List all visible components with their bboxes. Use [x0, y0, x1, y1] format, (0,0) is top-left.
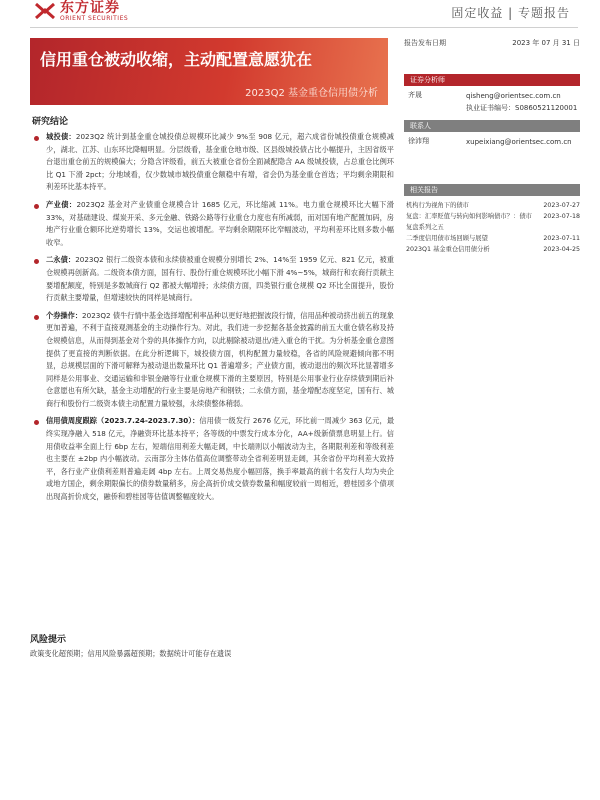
related-report-item[interactable] — [404, 200, 580, 211]
bullet-heading: 二永债： — [46, 255, 76, 265]
bullet-dot-icon — [34, 136, 39, 141]
bullet-dot-icon — [34, 420, 39, 425]
analyst-email[interactable]: qisheng@orientsec.com.cn — [466, 92, 561, 100]
bullet-heading: 产业债： — [46, 199, 77, 209]
report-title: 信用重仓被动收缩，主动配置意愿犹在 — [40, 50, 313, 69]
bullet-text: 2023Q2 银行二级资本债和永续债被重仓规模分别增长 2%、14%至 1959 亿元、821 亿元，被重仓规模再创新高。二级资本债方面，国有行、股份行重仓规模环比小幅下滑 4%~5%，城商行和农商行贡献主要增配额度，特别是多数城商行 Q2 都被大幅增持；永续债方面，四类银行重仓规模 Q2 环比全面提升，股份行贡献主要增量，但增速较快的同样是城商行。 — [46, 255, 394, 303]
related-report-title: 2023Q1 基金重仓信用债分析 — [406, 246, 490, 253]
contacts-header: 联系人 — [404, 120, 580, 132]
bullet-dot-icon — [34, 259, 39, 264]
contact-name: 徐沛翔 — [408, 137, 429, 145]
bullet-heading: 城投债： — [46, 132, 76, 141]
header-divider — [30, 27, 578, 28]
related-report-title: 复盘：汇率贬值与转向如何影响债市？：债市复盘系列之五 — [406, 213, 532, 231]
risk-text: 政策变化超预期；信用风险暴露超预期；数据统计可能存在遗误 — [30, 649, 232, 658]
conclusion-bullet — [30, 131, 394, 194]
report-type-label: 固定收益 | 专题报告 — [451, 6, 570, 20]
bullet-text: 2023Q2 基金对产业债重仓规模合计 1685 亿元，环比缩减 11%。电力重仓规模环比大幅下滑 33%，对基础建设、煤炭开采、多元金融、铁路公路等行业重仓力度也有所减弱，而对国有地产配置加码，房地产行业重仓额环比逆势增长 13%，交运也被增配。平均剩余期限环比窄幅波动，平均利差环比则多数小幅收窄。 — [46, 199, 394, 247]
logo-en-text: ORIENT SECURITIES — [60, 14, 129, 22]
top-bar — [0, 0, 600, 26]
related-report-title: 机构行为视角下的债市 — [406, 202, 469, 209]
research-conclusion-heading: 研究结论 — [32, 117, 69, 127]
analyst-cert: 执业证书编号：S0860521120001 — [466, 104, 578, 112]
conclusion-bullet — [30, 310, 394, 411]
contact-entry — [404, 132, 580, 148]
bullet-text: 2023Q2 债牛行情中基金选择增配利率品种以更好地把握波段行情，信用品种被动挤出前五的现象更加普遍，不利于直接观测基金的主动操作行为。对此，我们进一步挖掘各基金披露的前五大重仓债名称及持仓规模信息，从而得到基金对个券的具体操作方向，以此剔除被动退出/进入重仓的干扰。为分析基金重仓意图提供了更直接的判断依据。在此分析逻辑下，城投债方面，机构配置力量较稳，各省的风险规避倾向都不明显，总规模层面的下滑可解释为被动退出数量环比 Q1 普遍增多；产业债方面，被动退出的频次环比显著增多同样是公用事业、交通运输和非银金融等行业重仓规模下滑的主要原因，特别是公用事业行业存续债到期后补仓意愿也有所欠缺，基金主动增配的行业主要是房地产和钢铁；二永债方面，基金增配态度坚定，国有行、城商行和股份行二级资本债主动配置力量较强，永续债整体稍弱。 — [46, 310, 394, 408]
related-report-item[interactable] — [404, 233, 580, 244]
sidebar — [404, 38, 580, 255]
bullet-heading: 个券操作： — [46, 310, 83, 320]
related-report-date: 2023-07-18 — [543, 213, 580, 220]
conclusion-bullet — [30, 199, 394, 249]
publish-date-value: 2023 年 07 月 31 日 — [512, 39, 580, 47]
related-report-date: 2023-07-11 — [543, 235, 580, 242]
company-logo[interactable] — [34, 0, 128, 22]
bullet-heading: 信用债周度跟踪（2023.7.24-2023.7.30）： — [46, 416, 200, 426]
related-report-item[interactable] — [404, 211, 580, 233]
logo-cn-text: 东方证券 — [60, 0, 120, 16]
analysts-header: 证券分析师 — [404, 74, 580, 86]
analyst-name: 齐晟 — [408, 91, 422, 99]
contact-email[interactable]: xupeixiang@orientsec.com.cn — [466, 138, 572, 146]
conclusion-bullet — [30, 415, 394, 503]
related-report-title: 二季度信用债市场回顾与展望 — [406, 235, 488, 242]
analyst-entry — [404, 86, 580, 114]
related-report-date: 2023-04-25 — [543, 246, 580, 253]
risk-section — [30, 632, 231, 659]
bullet-dot-icon — [34, 204, 39, 209]
publish-date-label: 报告发布日期 — [404, 39, 446, 47]
bullet-text: 信用债一级发行 2676 亿元，环比前一周减少 363 亿元，最终实现净融入 518 亿元，净融资环比基本持平；各等级的中票发行成本分化，AA+级新债票息明显上行。信用债收益率全面上行 6bp 左右，短端信用利差大幅走阔，中长端则以小幅波动为主，各期限利差和等级利差也主要在 ±2bp 内小幅波动。云南部分主体估值高位调整带动全省利差明显走阔，其余省份平均利差大致持平，各行业产业债利差则普遍走阔 4bp 左右。上周交易热度小幅回落，换手率最高的前十名发行人均为央企或地方国企，剩余期限偏长的债券数量稍多，房企高折价成交债券数量和幅度较前一周相近，碧桂园多个债项出现高折价成交，融侨和碧桂园等估值调整幅度较大。 — [46, 416, 395, 502]
bullet-dot-icon — [34, 315, 39, 320]
related-report-date: 2023-07-27 — [543, 202, 580, 209]
related-report-item[interactable] — [404, 244, 580, 255]
conclusion-bullet — [30, 254, 394, 304]
report-subtitle: 2023Q2 基金重仓信用债分析 — [245, 88, 378, 99]
logo-mark-icon — [34, 2, 56, 20]
bullet-text: 2023Q2 统计到基金重仓城投债总规模环比减少 9%至 908 亿元，超六成省份城投债重仓规模减少，湖北、江苏、山东环比降幅明显。分层级看，基金重仓地市级、区县级城投债占比小幅提升，主因省级平台退出重仓前五的规模偏大；分隐含评级看，前五大被重仓省份全面减配隐含 AA 级城投债，占总重仓比例环比 Q1 下滑 2pct；分地域看，仅少数城市城投债重仓额稳中有增，省会仍为基金重仓首选；平均剩余期限和利差环比基本持平。 — [46, 132, 394, 192]
risk-heading: 风险提示 — [30, 635, 67, 645]
main-content — [30, 112, 394, 509]
publish-date-row — [404, 38, 580, 50]
related-reports-header: 相关报告 — [404, 184, 580, 196]
title-banner — [30, 38, 388, 105]
